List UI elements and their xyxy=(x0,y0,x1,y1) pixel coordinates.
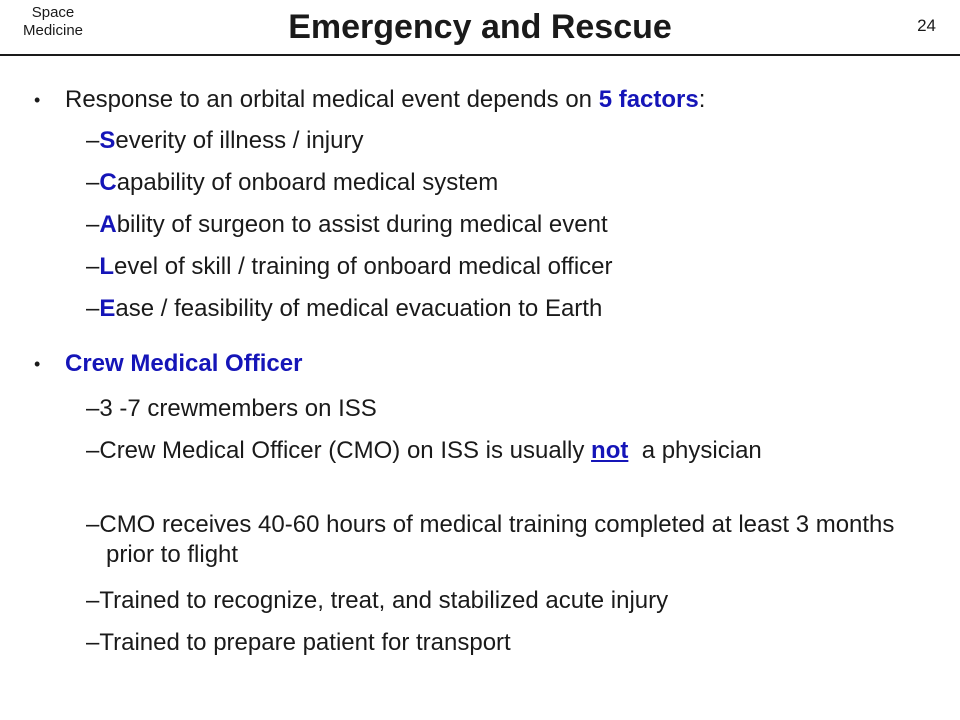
bullet-highlight: 5 factors xyxy=(598,86,699,113)
corner-label-line-2: Medicine xyxy=(22,22,84,39)
sub-item-text: Trained to recognize, treat, and stabilized acute injury xyxy=(99,587,669,614)
bullet-dot-icon: • xyxy=(34,90,41,110)
sub-item-transport: –Trained to prepare patient for transport xyxy=(86,629,511,656)
sub-item-text-after: a physician xyxy=(628,437,762,464)
bullet-orbital-factors xyxy=(34,84,706,116)
sub-item-stabilize: –Trained to recognize, treat, and stabilized acute injury xyxy=(86,587,669,614)
corner-label-line-1: Space xyxy=(31,4,75,21)
sub-item-level: –Level of skill / training of onboard medical officer xyxy=(86,253,613,280)
page-number: 24 xyxy=(917,16,936,35)
sub-item-crewmembers: –3 -7 crewmembers on ISS xyxy=(86,395,377,422)
sub-item-text: CMO receives 40-60 hours of medical training completed at least 3 months prior to flight xyxy=(99,511,895,568)
sub-item-initial: S xyxy=(99,127,116,154)
sub-item-cmo-not-physician: –Crew Medical Officer (CMO) on ISS is usually not a physician xyxy=(86,437,762,464)
sub-item-initial: A xyxy=(99,211,117,238)
bullet-text: Response to an orbital medical event depends on xyxy=(65,86,599,113)
sub-item-text: Crew Medical Officer (CMO) on ISS is usually xyxy=(99,437,592,464)
sub-item-initial: E xyxy=(99,295,116,322)
bullet-text-tail: : xyxy=(698,86,706,113)
sub-item-text: bility of surgeon to assist during medical event xyxy=(116,211,608,238)
sub-item-ability: –Ability of surgeon to assist during medical event xyxy=(86,211,608,238)
sub-item-text: ase / feasibility of medical evacuation to Earth xyxy=(115,295,603,322)
title-rule xyxy=(0,54,960,56)
bullet-heading: Crew Medical Officer xyxy=(65,350,303,377)
sub-item-text: apability of onboard medical system xyxy=(116,169,499,196)
sub-item-severity: –Severity of illness / injury xyxy=(86,127,364,154)
sub-item-emphasis: not xyxy=(591,437,629,464)
sub-item-ease: –Ease / feasibility of medical evacuation to Earth xyxy=(86,295,603,322)
sub-item-initial: C xyxy=(99,169,117,196)
slide-title: Emergency and Rescue xyxy=(288,8,672,46)
bullet-dot-icon: • xyxy=(34,354,41,374)
sub-item-text: evel of skill / training of onboard medical officer xyxy=(114,253,613,280)
sub-item-text: Trained to prepare patient for transport xyxy=(99,629,511,656)
sub-item-initial: L xyxy=(99,253,115,280)
sub-item-cmo-training: –CMO receives 40-60 hours of medical training completed at least 3 months prior to flight xyxy=(86,511,895,568)
sub-item-text: everity of illness / injury xyxy=(115,127,364,154)
sub-item-text: 3 -7 crewmembers on ISS xyxy=(99,395,377,422)
sub-item-capability: –Capability of onboard medical system xyxy=(86,169,499,196)
bullet-crew-medical-officer xyxy=(34,348,303,380)
